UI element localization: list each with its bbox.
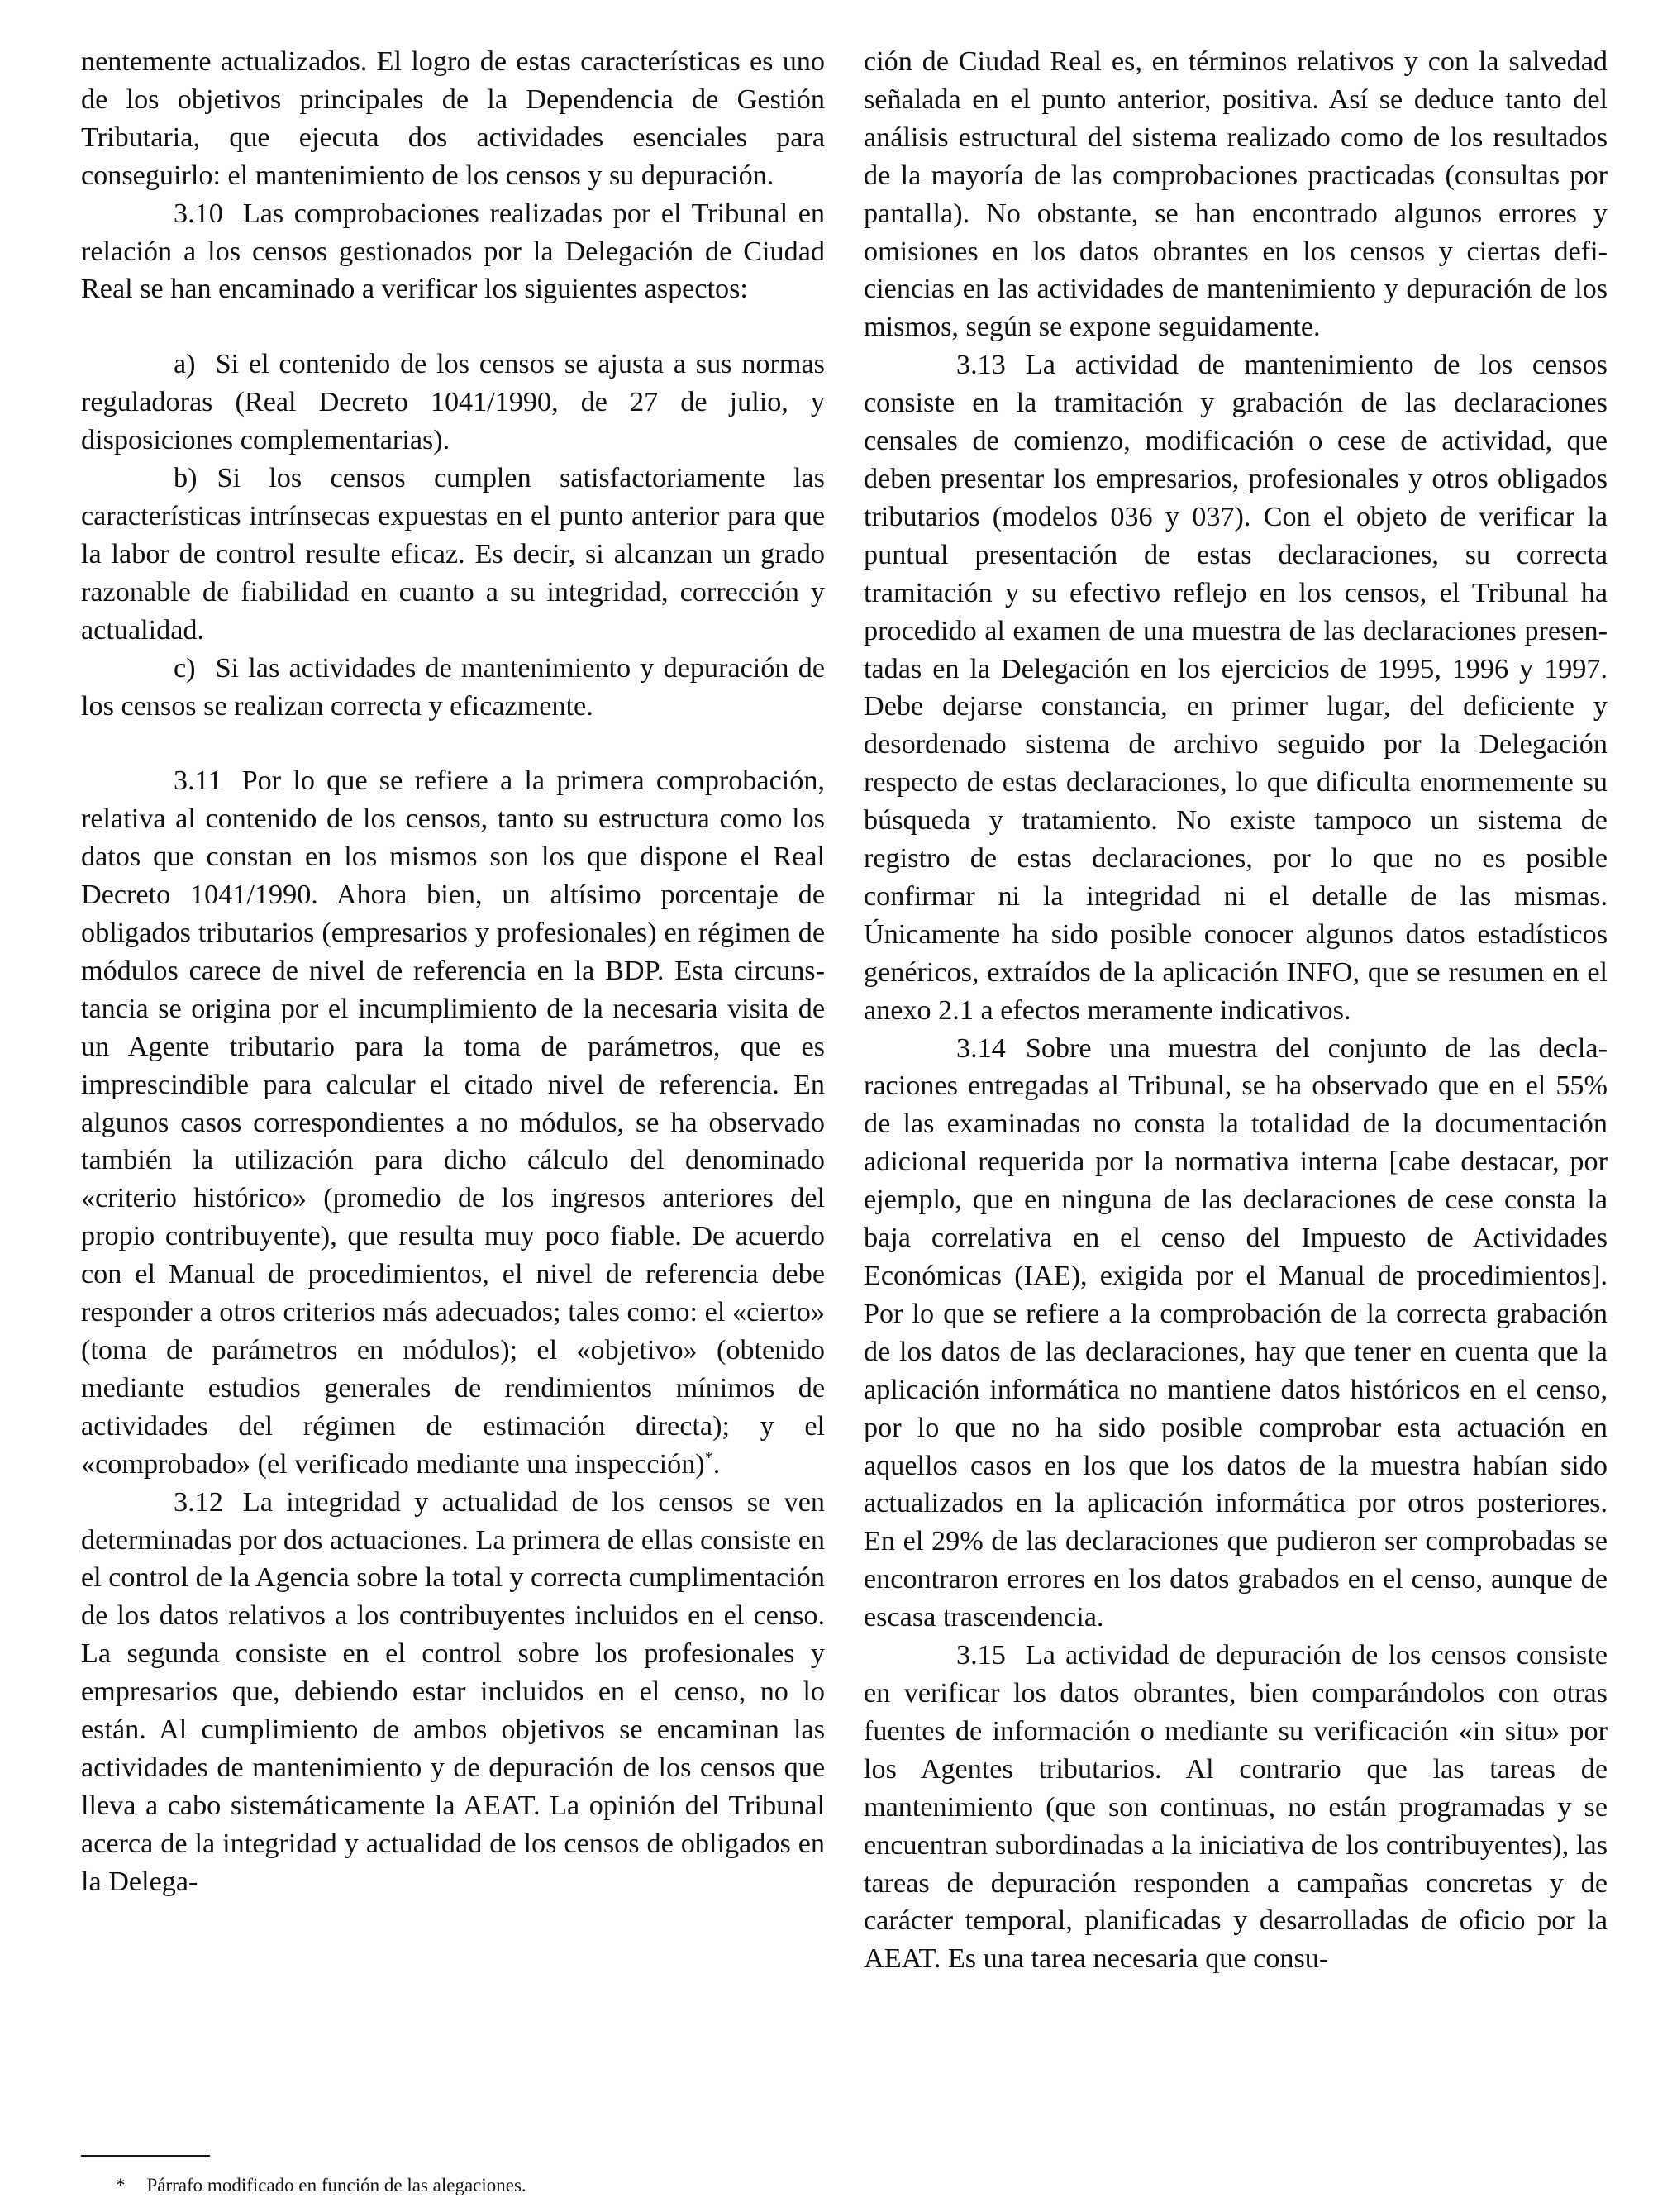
list-label: b) [174,463,198,494]
paragraph-text: La integridad y actualidad de los censos se ven determinadas por dos actuaciones. La primera de ellas consiste en el control de la Agencia sobre la total y correcta cumplimentación de los datos relativos a los contribuyentes incluidos en el censo. La segunda consiste en el control sobre los profesionales y empresarios que, debiendo estar incluidos en el censo, no lo están. Al cumplimiento de ambos objetivos se encaminan las actividades de mantenimiento y de depuración de los censos que lleva a cabo sistemáticamente la AEAT. La opinión del Tribunal acerca de la integridad y actualidad de los censos de obligados en la Delega- [81,1486,825,1897]
list-item-a [81,346,825,460]
paragraph-number: 3.15 [956,1640,1006,1671]
paragraph-3-12 [81,1484,825,1901]
paragraph-text: Por lo que se refiere a la primera comprobación, relativa al contenido de los censos, tanto su estructura como los datos que constan en los mismos son los que dispone el Real Decreto 1041/1990. Ahora bien, un altísimo porcentaje de obligados tributarios (empresarios y profesionales) en régimen de módulos carece de nivel de referencia en la BDP. Esta circunstancia se origina por el incumplimiento de la necesaria visita de un Agente tributario para la toma de parámetros, que es imprescindible para calcular el citado nivel de referencia. En algunos casos correspondientes a no módulos, se ha observado también la utilización para dicho cálculo del denominado «criterio histórico» (promedio de los ingresos anteriores del propio contribuyente), que resulta muy poco fiable. De acuerdo con el Manual de procedimientos, el nivel de referencia debe responder a otros criterios más adecuados; tales como: el «cierto» (toma de parámetros en módulos); el «objetivo» (obtenido mediante estudios generales de rendimientos mínimos de actividades del régimen de estimación directa); y el «comprobado» (el verificado mediante una inspección) [81,765,825,1480]
paragraph-continued: ción de Ciudad Real es, en términos relativos y con la salvedad señalada en el punto anterior, positiva. Así se deduce tanto del análisis estructural del sistema realizado como de los resultados de la mayoría de las comprobaciones practicadas (consultas por pantalla). No obstante, se han encontrado algunos errores y omisiones en los datos obrantes en los censos y ciertas deficiencias en las actividades de mantenimiento y depuración de los mismos, según se expone seguidamente. [864,46,1608,343]
paragraph-3-15 [864,1637,1608,1978]
footnote [116,2174,777,2197]
paragraph-text: La actividad de depuración de los censos consiste en verificar los datos obrantes, bien comparándolos con otras fuentes de información o mediante su verificación «in situ» por los Agentes tributarios. Al contrario que las tareas de mantenimiento (que son continuas, no están programadas y se encuentran subordinadas a la iniciativa de los contribuyentes), las tareas de depuración responden a campañas concretas y de carácter temporal, planificadas y desarrolladas de oficio por la AEAT. Es una tarea necesaria que consu- [864,1640,1608,1975]
paragraph-3-11 [81,762,825,1483]
footnote-reference: * [704,1448,713,1467]
paragraph-3-14 [864,1030,1608,1638]
paragraph-number: 3.11 [174,765,222,797]
paragraph-text: Las comprobaciones realizadas por el Tribunal en relación a los censos gestionados por la Delegación de Ciudad Real se han encaminado a verificar los siguientes aspectos: [81,198,825,305]
left-column [81,43,825,1901]
list-item-b [81,460,825,650]
paragraph-number: 3.10 [174,198,223,229]
right-column [864,43,1608,1978]
paragraph-number: 3.13 [956,350,1006,381]
footnote-mark: * [116,2175,126,2195]
list-text: Si los censos cumplen satisfactoriamente las características intrínsecas expuestas en el punto anterior para que la labor de control resulte eficaz. Es decir, si alcanzan un grado razonable de fiabilidad en cuanto a su integridad, corrección y actualidad. [81,463,825,646]
paragraph-end: . [712,1448,721,1480]
list-text: Si las actividades de mantenimiento y depuración de los censos se realizan correcta y eficazmente. [81,652,825,722]
paragraph-text: Sobre una muestra del conjunto de las declaraciones entregadas al Tribunal, se ha observado que en el 55% de las examinadas no consta la totalidad de la documentación adicional requerida por la normativa interna [cabe destacar, por ejemplo, que en ninguna de las declaraciones de cese consta la baja correlativa en el censo del Impuesto de Actividades Económicas (IAE), exigida por el Manual de procedimientos]. Por lo que se refiere a la comprobación de la correcta grabación de los datos de las declaraciones, hay que tener en cuenta que la aplicación informática no mantiene datos históricos en el censo, por lo que no ha sido posible comprobar esta actuación en aquellos casos en los que los datos de la muestra habían sido actualizados en la aplicación informática por otros posteriores. En el 29% de las declaraciones que pudieron ser comprobadas se encontraron errores en los datos grabados en el censo, aunque de escasa trascendencia. [864,1032,1608,1633]
paragraph-continued: nentemente actualizados. El logro de estas características es uno de los objetivos principales de la Dependencia de Gestión Tributaria, que ejecuta dos actividades esenciales para conseguirlo: el mantenimiento de los censos y su depuración. [81,46,825,191]
footnote-divider [81,2155,210,2157]
list-label: c) [174,652,196,684]
paragraph-3-13 [864,346,1608,1029]
paragraph-number: 3.12 [174,1486,223,1518]
list-label: a) [174,349,196,380]
list-text: Si el contenido de los censos se ajusta a sus normas reguladoras (Real Decreto 1041/1990, de 27 de julio, y disposiciones complementarias). [81,349,825,456]
paragraph-text: La actividad de mantenimiento de los censos consiste en la tramitación y grabación de las declaraciones censales de comienzo, modificación o cese de actividad, que deben presentar los empresarios, profesionales y otros obligados tributarios (modelos 036 y 037). Con el objeto de verificar la puntual presentación de estas declaraciones, su correcta tramitación y su efectivo reflejo en los censos, el Tribunal ha procedido al examen de una muestra de las declaraciones presentadas en la Delegación en los ejercicios de 1995, 1996 y 1997. Debe dejarse constancia, en primer lugar, del deficiente y desordenado sistema de archivo seguido por la Delegación respecto de estas declaraciones, lo que dificulta enormemente su búsqueda y tratamiento. No existe tampoco un sistema de registro de estas declaraciones, por lo que no es posible confirmar ni la integridad ni el detalle de las mismas. Únicamente ha sido posible conocer algunos datos estadísticos genéricos, extraídos de la aplicación INFO, que se resumen en el anexo 2.1 a efectos meramente indicativos. [864,350,1608,1026]
list-item-c [81,650,825,726]
paragraph-number: 3.14 [956,1032,1006,1064]
footnote-text: Párrafo modificado en función de las alegaciones. [146,2175,526,2195]
paragraph-3-10 [81,195,825,309]
